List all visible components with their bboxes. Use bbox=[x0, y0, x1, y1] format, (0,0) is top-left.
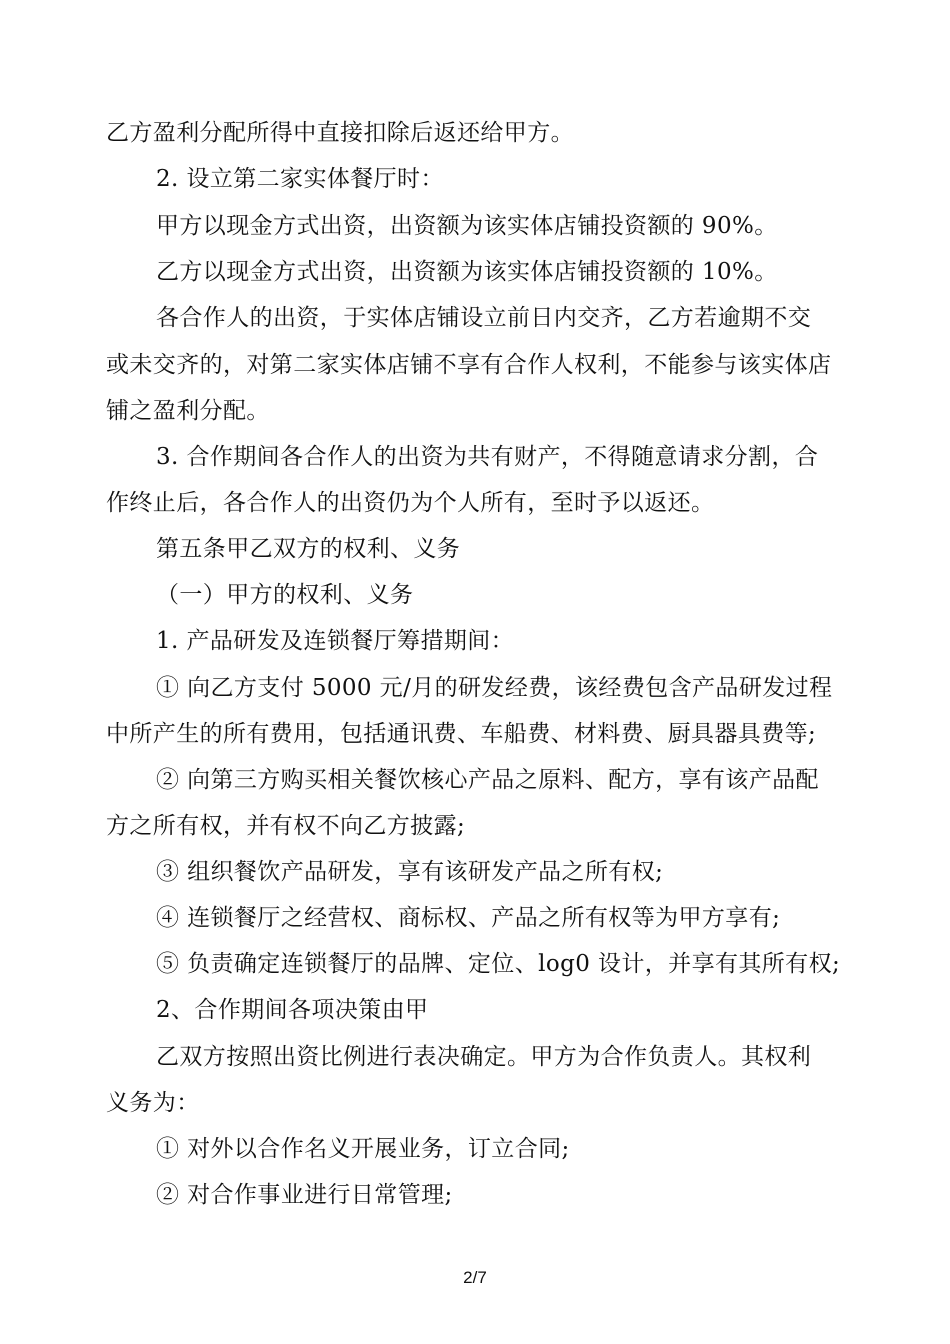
text-line: 义务为： bbox=[106, 1090, 200, 1116]
text-line: 方之所有权，并有权不向乙方披露; bbox=[106, 813, 466, 839]
text-line: ① 对外以合作名义开展业务，订立合同; bbox=[156, 1136, 570, 1162]
text-line: 或未交齐的，对第二家实体店铺不享有合作人权利，不能参与该实体店 bbox=[106, 352, 832, 378]
text-line: 3. 合作期间各合作人的出资为共有财产，不得随意请求分割，合 bbox=[156, 444, 819, 470]
text-line: 铺之盈利分配。 bbox=[106, 398, 270, 424]
text-line: 乙双方按照出资比例进行表决确定。甲方为合作负责人。其权利 bbox=[156, 1044, 812, 1070]
text-line: ⑤ 负责确定连锁餐厅的品牌、定位、log0 设计，并享有其所有权; bbox=[156, 951, 841, 977]
text-line: ③ 组织餐饮产品研发，享有该研发产品之所有权; bbox=[156, 859, 664, 885]
text-line: 2. 设立第二家实体餐厅时： bbox=[156, 166, 444, 192]
text-line: 乙方以现金方式出资，出资额为该实体店铺投资额的 10%。 bbox=[156, 259, 778, 285]
text-line: 1. 产品研发及连锁餐厅筹措期间： bbox=[156, 628, 515, 654]
text-line: 乙方盈利分配所得中直接扣除后返还给甲方。 bbox=[106, 120, 574, 146]
page-number: 2/7 bbox=[463, 1268, 487, 1287]
text-line: ② 对合作事业进行日常管理; bbox=[156, 1182, 453, 1208]
text-line: ① 向乙方支付 5000 元/月的研发经费，该经费包含产品研发过程 bbox=[156, 675, 833, 701]
text-line: 中所产生的所有费用，包括通讯费、车船费、材料费、厨具器具费等; bbox=[106, 721, 817, 747]
text-line: ② 向第三方购买相关餐饮核心产品之原料、配方，享有该产品配 bbox=[156, 767, 819, 793]
text-line: 甲方以现金方式出资，出资额为该实体店铺投资额的 90%。 bbox=[156, 213, 778, 239]
text-line: 2、合作期间各项决策由甲 bbox=[156, 997, 429, 1023]
section-heading: 第五条甲乙双方的权利、义务 bbox=[156, 536, 461, 562]
subsection-heading: （一）甲方的权利、义务 bbox=[156, 582, 414, 608]
text-line: 作终止后，各合作人的出资仍为个人所有，至时予以返还。 bbox=[106, 490, 715, 516]
text-line: ④ 连锁餐厅之经营权、商标权、产品之所有权等为甲方享有; bbox=[156, 905, 781, 931]
text-line: 各合作人的出资，于实体店铺设立前日内交齐，乙方若逾期不交 bbox=[156, 305, 812, 331]
